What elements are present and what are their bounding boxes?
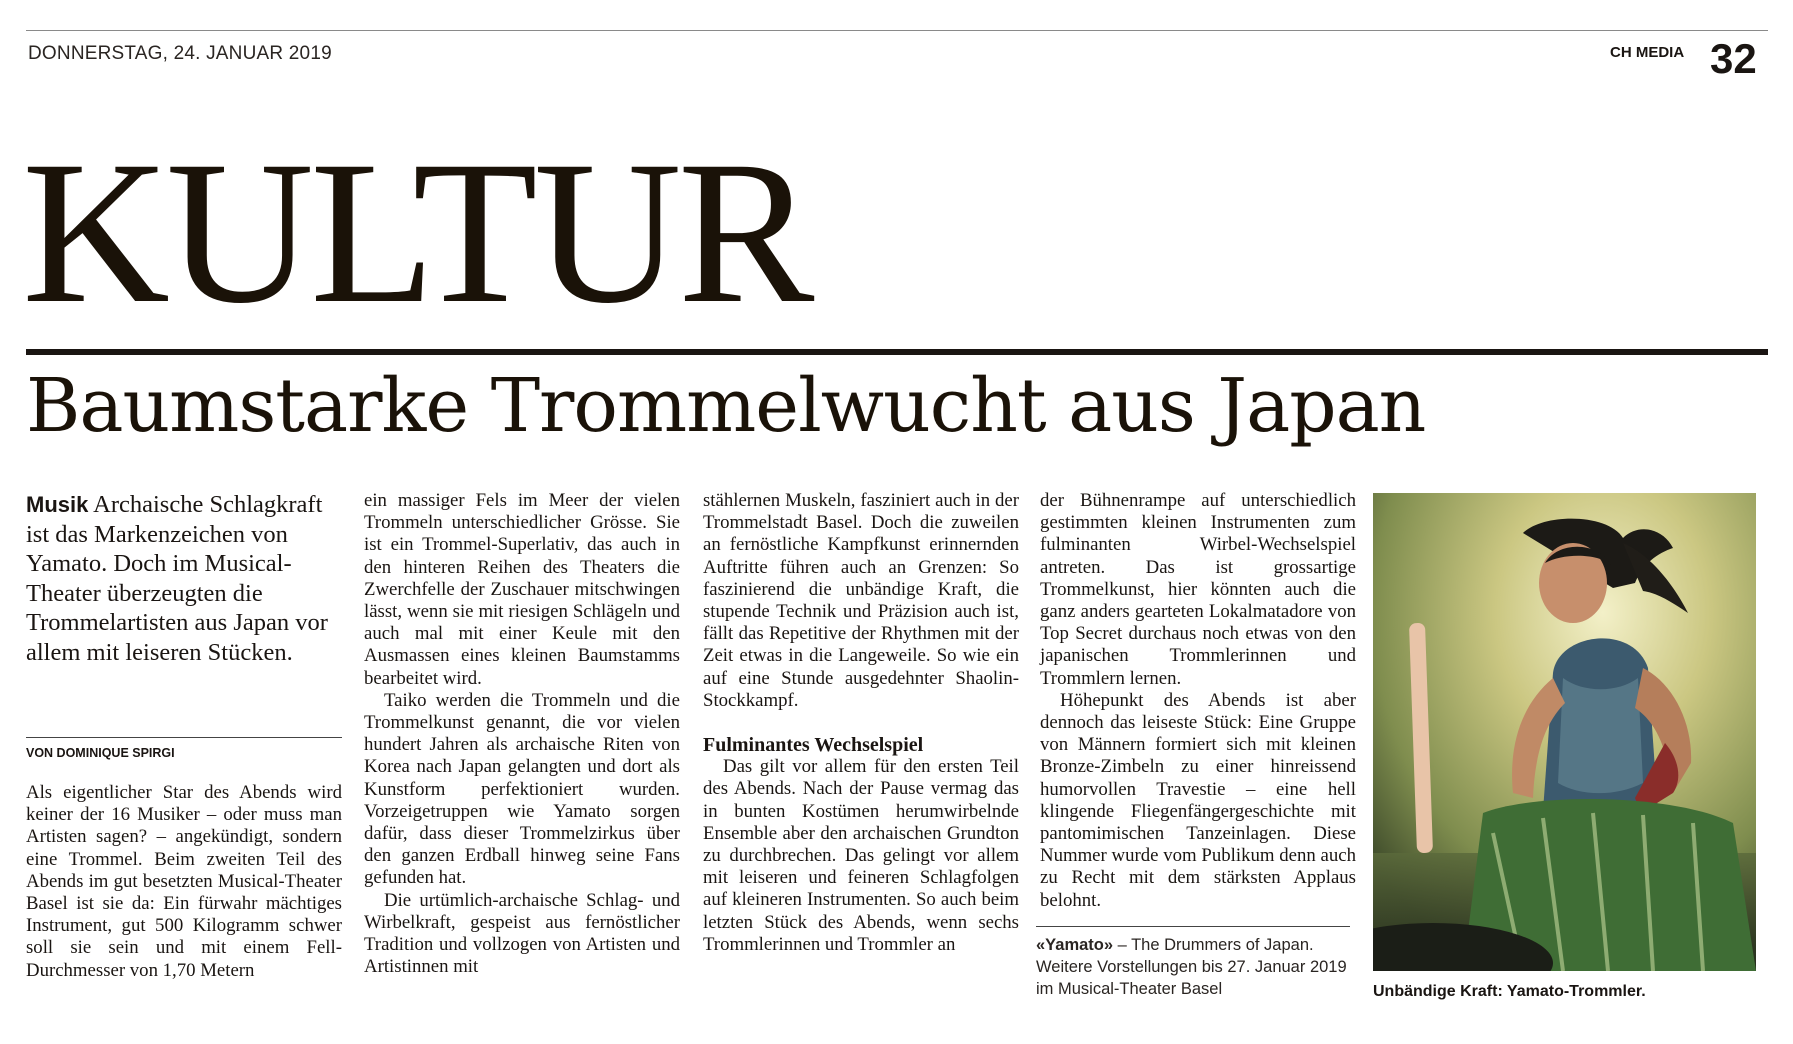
- text-column-1: [26, 782, 342, 982]
- photo-caption: Unbändige Kraft: Yamato-Trommler.: [1373, 983, 1646, 1000]
- paragraph: Das gilt vor allem für den ersten Teil des Abends. Nach der Pause vermag das in bunten Kostümen herumwirbelnde Ensemble aber den archaischen Grundton zu durchbrechen. Das gelingt vor allem mit leiseren und feineren Schlagfolgen auf kleineren Instrumenten. So auch beim letzten Stück des Abends, wenn sechs Trommlerinnen und Trommler an: [703, 756, 1019, 955]
- text-column-4: [1040, 490, 1356, 912]
- text-column-3: [703, 490, 1019, 956]
- article-lead: [26, 490, 344, 667]
- info-box-title: «Yamato»: [1036, 936, 1114, 954]
- paragraph: der Bühnenrampe auf unterschiedlich gestimmten kleinen Instrumenten zum fulminanten Wirbel-Wechselspiel antreten. Das ist grossartige Trommelkunst, hier könnten auch die ganz anders gearteten Lokalmatadore von Top Secret durchaus noch etwas von den japanischen Trommlerinnen und Trommlern lernen.: [1040, 490, 1356, 689]
- info-box-rule: [1036, 926, 1350, 927]
- lead-kicker: Musik: [26, 492, 89, 517]
- info-box-text: – The Drummers of Japan. Weitere Vorstellungen bis 27. Januar 2019 im Musical-Theater Basel: [1036, 936, 1347, 998]
- byline-rule: [26, 737, 342, 738]
- section-title: KULTUR: [22, 119, 811, 346]
- paragraph: ein massiger Fels im Meer der vielen Trommeln unterschiedlicher Grösse. Sie ist ein Trommel-Superlativ, das auch in den hinteren Reihen des Theaters die Zwerchfelle der Zuschauer mitschwingen lässt, wenn sie mit riesigen Schlägeln und auch mal mit einer Keule mit den Ausmassen eines kleinen Baumstamms bearbeitet wird.: [364, 490, 680, 689]
- lead-text: Archaische Schlagkraft ist das Markenzeichen von Yamato. Doch im Musical-Theater überzeugten die Trommelartisten aus Japan vor allem mit leiseren Stücken.: [26, 491, 328, 666]
- text-column-2: [364, 490, 680, 978]
- paragraph: Taiko werden die Trommeln und die Trommelkunst genannt, die vor vielen hundert Jahren als archaische Riten von Korea nach Japan gelangten und dort als Kunstform perfektioniert wurden. Vorzeigetruppen wie Yamato sorgen dafür, dass dieser Trommelzirkus über den ganzen Erdball hinweg seine Fans gefunden hat.: [364, 689, 680, 889]
- paragraph: Die urtümlich-archaische Schlag- und Wirbelkraft, gespeist aus fernöstlicher Tradition und vollzogen von Artisten und Artistinnen mit: [364, 889, 680, 978]
- section-rule: [26, 349, 1768, 355]
- issue-date: DONNERSTAG, 24. JANUAR 2019: [28, 43, 332, 64]
- publisher-brand: CH MEDIA: [1610, 44, 1685, 61]
- paragraph: stählernen Muskeln, fasziniert auch in der Trommelstadt Basel. Doch die zuweilen an fernöstliche Kampfkunst erinnernden Auftritte führen auch an Grenzen: So faszinierend die unbändige Kraft, die stupende Technik und Präzision auch ist, fällt das Repetitive der Rhythmen mit der Zeit etwas in die Langeweile. So wie ein auf eine Stunde ausgedehnter Shaolin-Stockkampf.: [703, 490, 1019, 711]
- page-number: 32: [1710, 35, 1757, 82]
- info-box: [1036, 934, 1352, 1000]
- byline: VON DOMINIQUE SPIRGI: [26, 746, 175, 760]
- top-divider: [26, 30, 1768, 31]
- subheading: Fulminantes Wechselspiel: [703, 734, 924, 757]
- paragraph: Höhepunkt des Abends ist aber dennoch das leiseste Stück: Eine Gruppe von Männern formiert sich mit kleinen Bronze-Zimbeln zu einer hinreissend humorvollen Travestie – eine hell klingende Fliegenfängergeschichte mit pantomimischen Tanzeinlagen. Diese Nummer wurde vom Publikum denn auch zu Recht mit dem stärksten Applaus belohnt.: [1040, 689, 1356, 911]
- article-photo: [1373, 493, 1756, 971]
- paragraph: Als eigentlicher Star des Abends wird keiner der 16 Musiker – oder muss man Artisten sagen? – angekündigt, sondern eine Trommel. Beim zweiten Teil des Abends im gut besetzten Musical-Theater Basel ist sie da: Ein fürwahr mächtiges Instrument, gut 500 Kilogramm schwer soll sie sein und mit einem Fell-Durchmesser von 1,70 Metern: [26, 782, 342, 981]
- article-headline: Baumstarke Trommelwucht aus Japan: [26, 363, 1426, 449]
